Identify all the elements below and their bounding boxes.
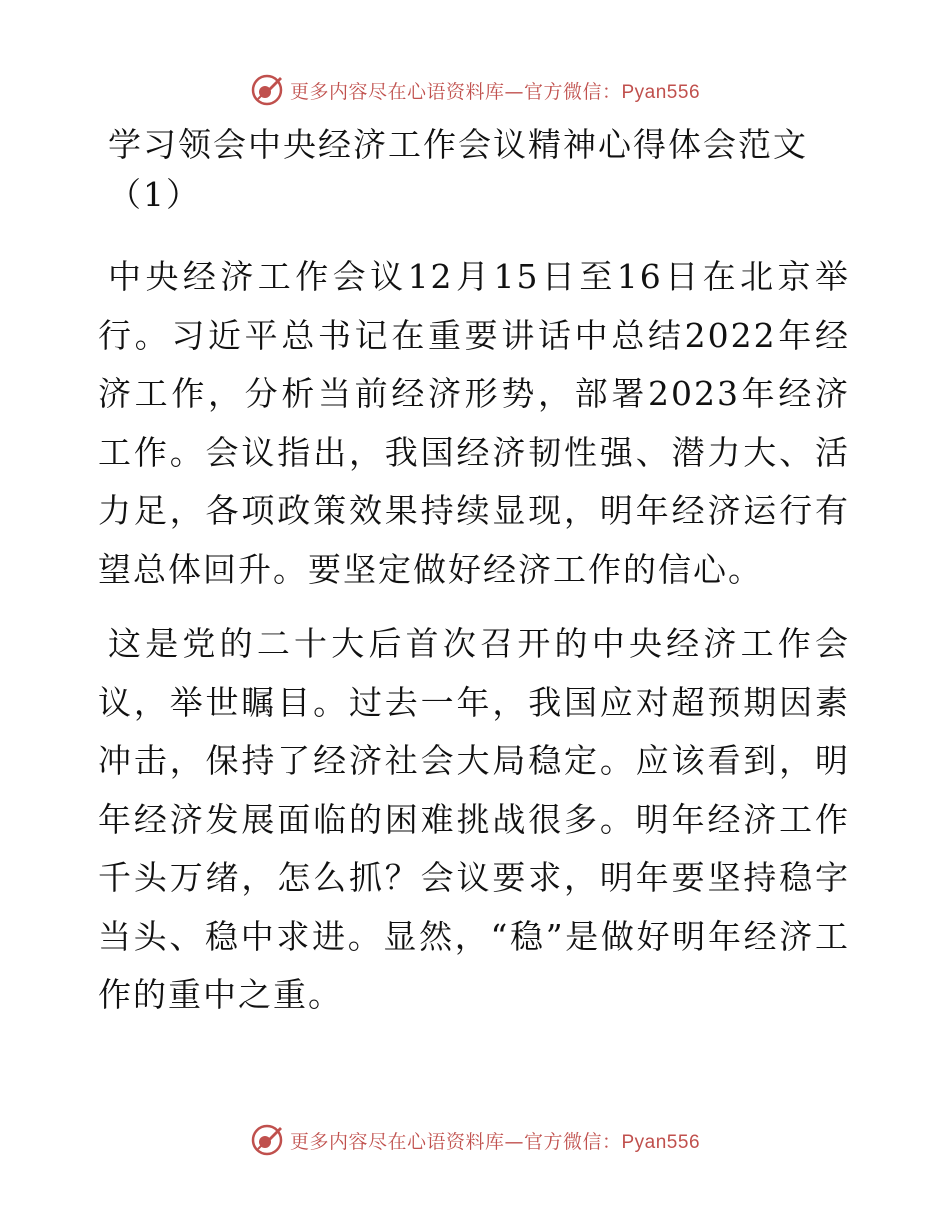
banner-wechat-label: 官方微信： [523, 1130, 622, 1153]
banner-wechat-label: 官方微信： [523, 80, 622, 103]
banner-library-text: 更多内容尽在心语资料库 [289, 80, 505, 103]
banner-text [290, 77, 700, 104]
paragraph-1: 中央经济工作会议12月15日至16日在北京举行。习近平总书记在重要讲话中总结2022年经济工作，分析当前经济形势，部署2023年经济工作。会议指出，我国经济韧性强、潜力大、活力足，各项政策效果持续显现，明年经济运行有望总体回升。要坚定做好经济工作的信心。 [98, 257, 850, 589]
title-line-1: 学习领会中央经济工作会议精神心得体会范文 [108, 125, 808, 164]
title-line-2: （1） [108, 175, 201, 214]
banner-wechat-handle: Pyan556 [621, 1131, 701, 1153]
document-title [98, 120, 850, 220]
document-body [98, 120, 850, 1025]
header-banner [0, 70, 950, 110]
banner-separator: — [504, 1130, 524, 1153]
footer-banner [0, 1120, 950, 1160]
paragraph-2: 这是党的二十大后首次召开的中央经济工作会议，举世瞩目。过去一年，我国应对超预期因素冲击，保持了经济社会大局稳定。应该看到，明年经济发展面临的困难挑战很多。明年经济工作千头万绪，怎么抓？会议要求，明年要坚持稳字当头、稳中求进。显然，“稳”是做好明年经济工作的重中之重。 [98, 624, 850, 1014]
banner-library-text: 更多内容尽在心语资料库 [289, 1130, 505, 1153]
banner-separator: — [504, 80, 524, 103]
banner-wechat-handle: Pyan556 [621, 81, 701, 103]
banner-text [290, 1127, 700, 1154]
quill-seal-icon [250, 1123, 284, 1157]
quill-seal-icon [250, 73, 284, 107]
